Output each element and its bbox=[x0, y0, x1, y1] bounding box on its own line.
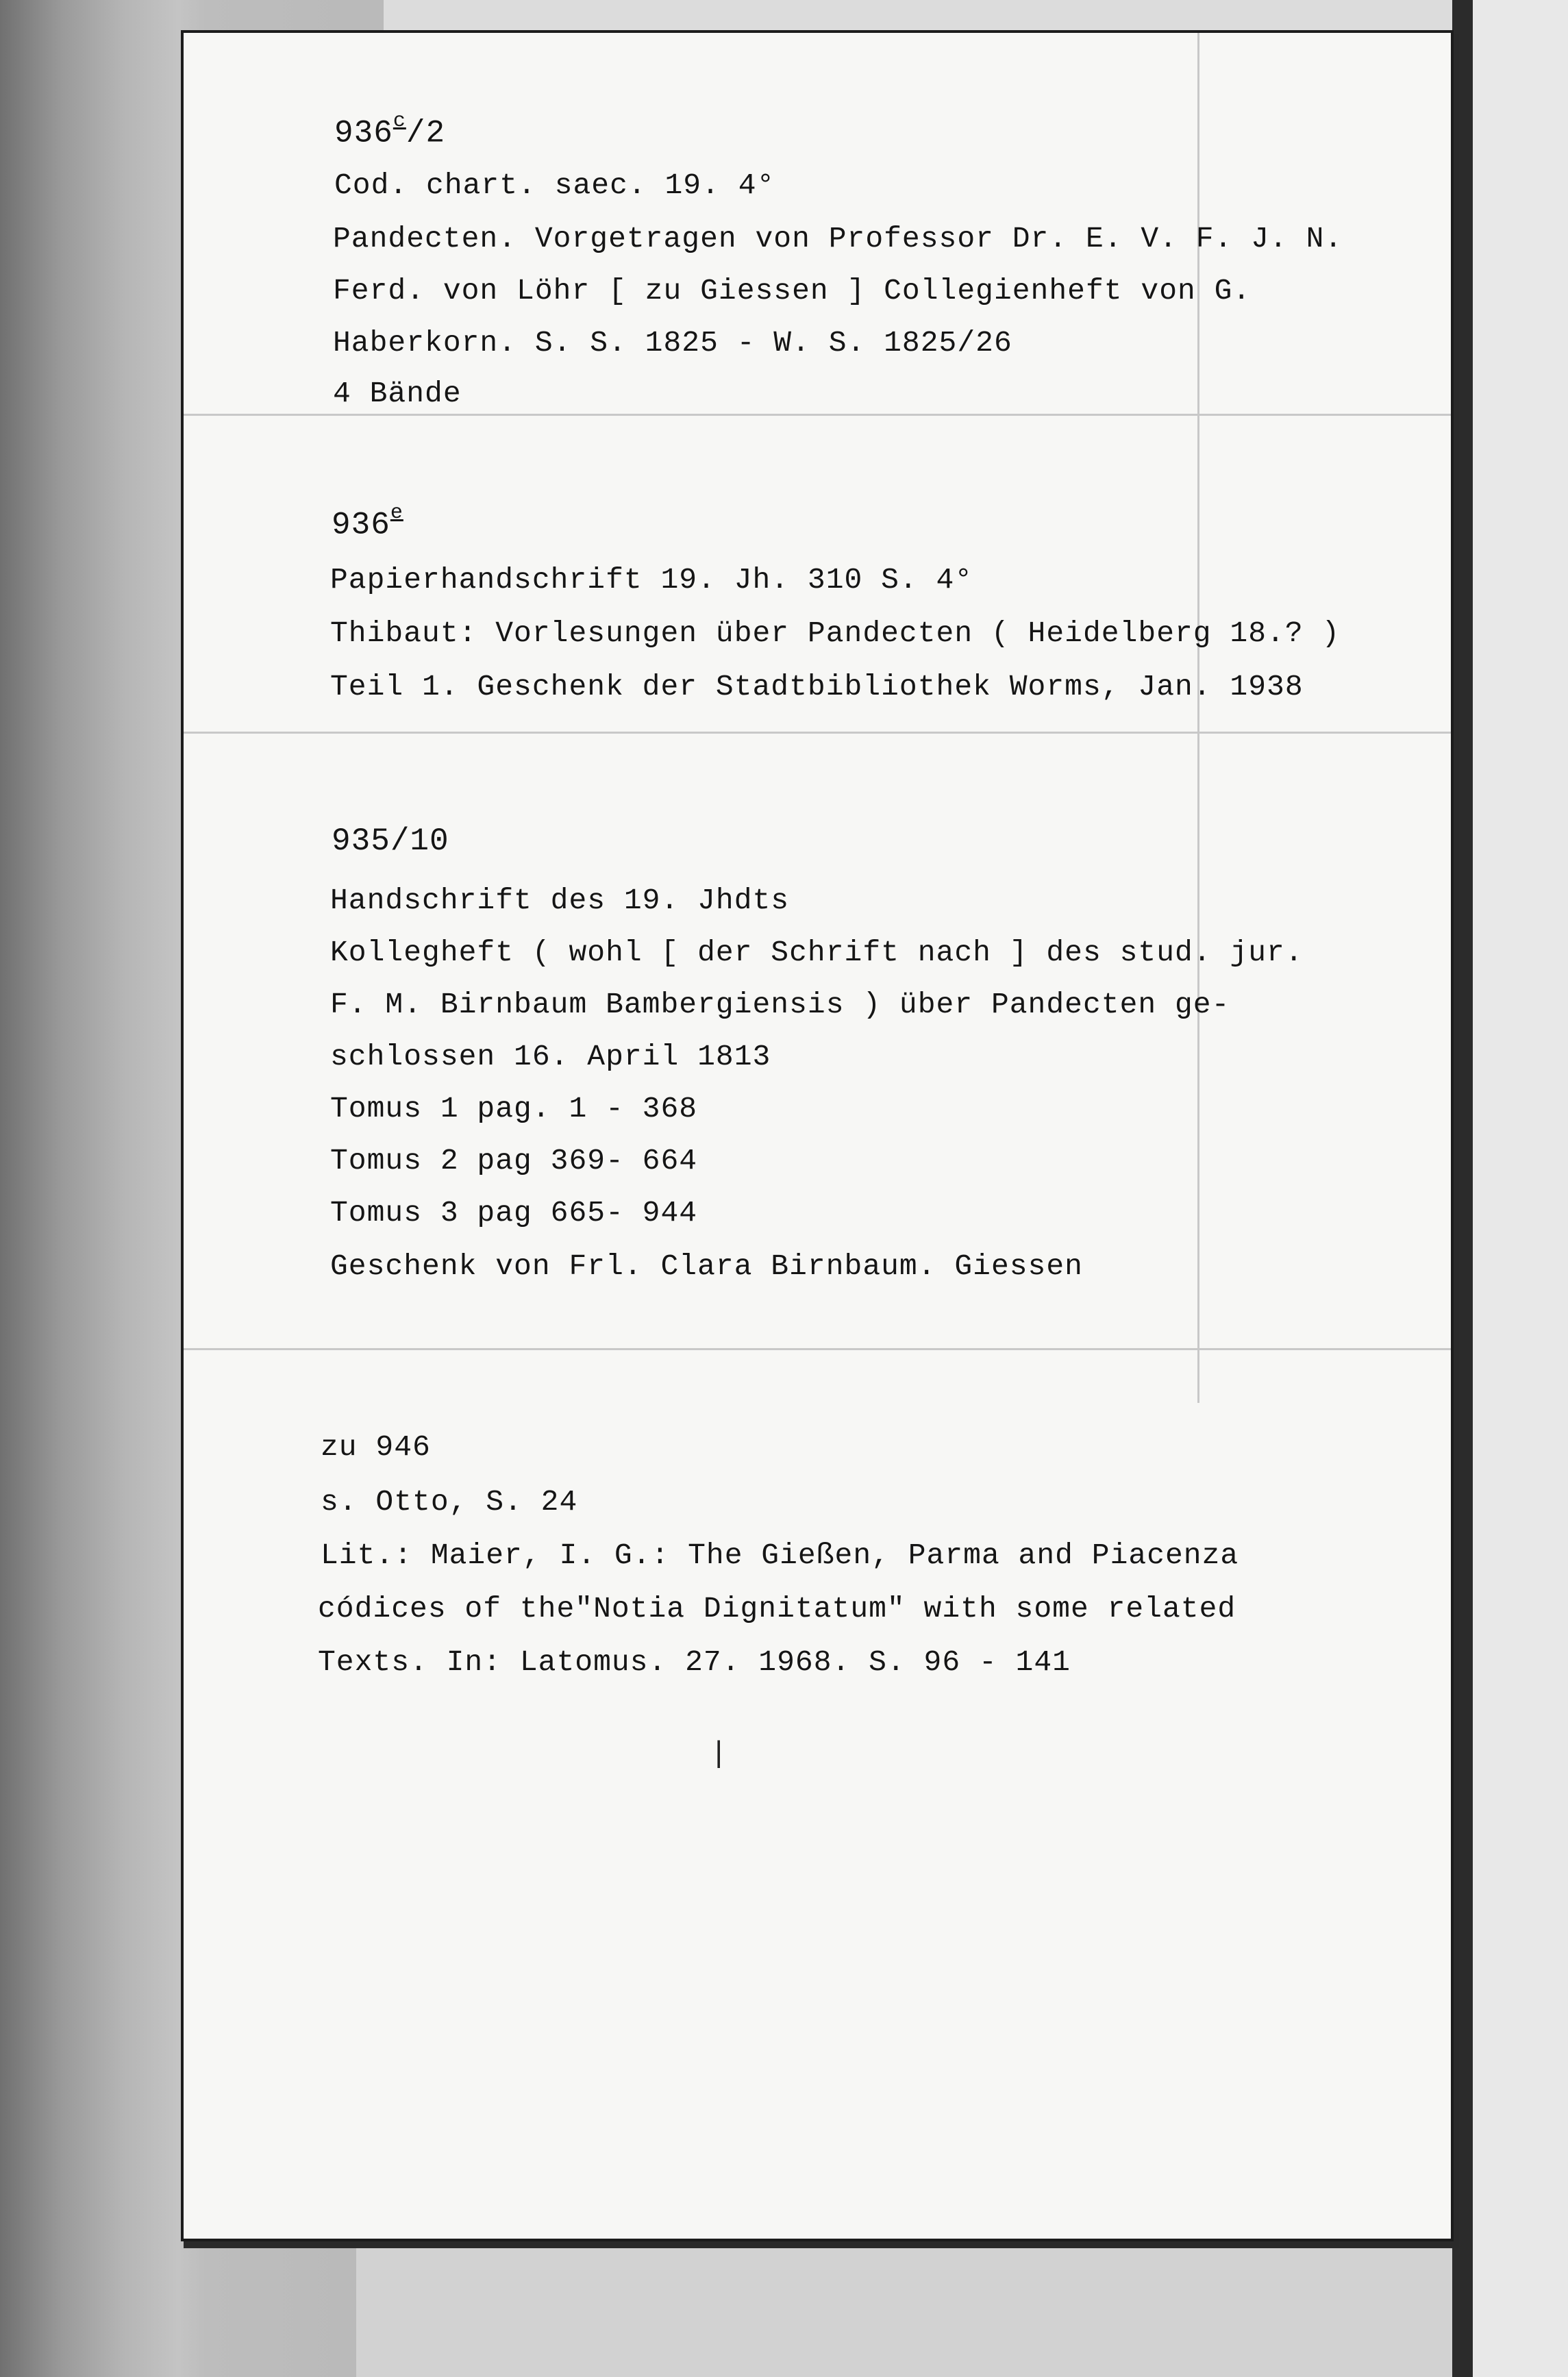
entry-2-line-3: Teil 1. Geschenk der Stadtbibliothek Worms, Jan. 1938 bbox=[330, 670, 1304, 704]
entry-1-line-2: Pandecten. Vorgetragen von Professor Dr. E. V. F. J. N. bbox=[333, 222, 1343, 256]
entry-1-line-3: Ferd. von Löhr [ zu Giessen ] Collegienheft von G. bbox=[333, 274, 1252, 308]
entry-1-line-4: Haberkorn. S. S. 1825 - W. S. 1825/26 bbox=[333, 326, 1012, 360]
entry-1-shelfmark: 936$^c$/2 bbox=[334, 110, 446, 151]
entry-1-line-5: 4 Bände bbox=[333, 377, 462, 410]
entry-4-line-2: s. Otto, S. 24 bbox=[321, 1485, 578, 1519]
entry-3-line-6: Tomus 2 pag 369- 664 bbox=[330, 1144, 698, 1178]
pencil-mark: | bbox=[710, 1737, 728, 1771]
entry-2-line-1: Papierhandschrift 19. Jh. 310 S. 4° bbox=[330, 563, 973, 597]
entry-2-line-2: Thibaut: Vorlesungen über Pandecten ( Heidelberg 18.? ) bbox=[330, 617, 1341, 650]
entry-4-line-4: códices of the"Notia Dignitatum" with some related bbox=[318, 1592, 1236, 1626]
underlying-sheet-bottom bbox=[356, 2226, 1452, 2377]
entry-3-line-2: Kollegheft ( wohl [ der Schrift nach ] des stud. jur. bbox=[330, 936, 1304, 969]
adjacent-paper bbox=[1473, 0, 1568, 2377]
crease-line bbox=[184, 732, 1451, 734]
entry-2-shelfmark: 936e bbox=[332, 501, 403, 543]
entry-1-line-1: Cod. chart. saec. 19. 4° bbox=[334, 169, 775, 202]
entry-3-line-3: F. M. Birnbaum Bambergiensis ) über Pandecten ge- bbox=[330, 988, 1230, 1021]
entry-3-line-1: Handschrift des 19. Jhdts bbox=[330, 884, 790, 917]
crease-line bbox=[184, 414, 1451, 416]
card-edge-shadow bbox=[1452, 0, 1473, 2377]
entry-3-line-4: schlossen 16. April 1813 bbox=[330, 1040, 771, 1073]
entry-4-line-5: Texts. In: Latomus. 27. 1968. S. 96 - 141 bbox=[318, 1645, 1071, 1679]
crease-line bbox=[184, 1348, 1451, 1350]
entry-3-line-5: Tomus 1 pag. 1 - 368 bbox=[330, 1092, 698, 1125]
entry-3-shelfmark: 935/10 bbox=[332, 823, 449, 859]
catalog-card bbox=[184, 33, 1451, 2239]
entry-4-line-1: zu 946 bbox=[321, 1430, 431, 1464]
entry-3-line-8: Geschenk von Frl. Clara Birnbaum. Giessen bbox=[330, 1249, 1083, 1283]
entry-3-line-7: Tomus 3 pag 665- 944 bbox=[330, 1196, 698, 1230]
entry-4-line-3: Lit.: Maier, I. G.: The Gießen, Parma and Piacenza bbox=[321, 1539, 1239, 1572]
